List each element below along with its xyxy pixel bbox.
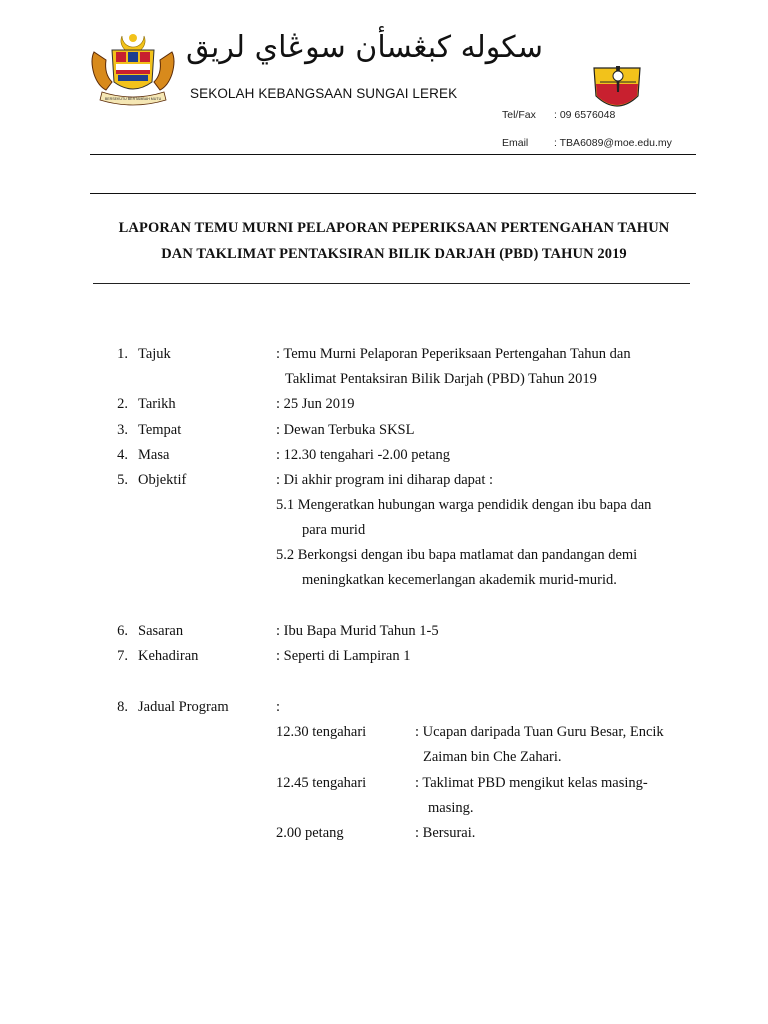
email-value: : TBA6089@moe.edu.my xyxy=(554,137,672,149)
item-value-tajuk: : Temu Murni Pelaporan Peperiksaan Pertengahan Tahun dan xyxy=(276,346,631,362)
schedule-desc: : Bersurai. xyxy=(415,825,476,841)
svg-text:BERSEKUTU BERTAMBAH MUTU: BERSEKUTU BERTAMBAH MUTU xyxy=(104,97,162,101)
schedule-desc: : Taklimat PBD mengikut kelas masing- xyxy=(415,775,648,791)
item-number: 3. xyxy=(117,422,128,438)
schedule-desc-cont: Zaiman bin Che Zahari. xyxy=(423,749,562,765)
item-number: 5. xyxy=(117,472,128,488)
header-divider-bottom xyxy=(90,193,696,194)
item-label-tarikh: Tarikh xyxy=(138,396,176,412)
item-number: 6. xyxy=(117,623,128,639)
report-title-line-2: DAN TAKLIMAT PENTAKSIRAN BILIK DARJAH (PBD) TAHUN 2019 xyxy=(161,246,627,262)
schedule-desc-cont: masing. xyxy=(428,800,474,816)
objective-5-1: 5.1 Mengeratkan hubungan warga pendidik dengan ibu bapa dan xyxy=(276,497,652,513)
coat-of-arms-logo xyxy=(88,30,178,108)
item-value-objektif: : Di akhir program ini diharap dapat : xyxy=(276,472,494,488)
objective-5-2-cont: meningkatkan kecemerlangan akademik murid-murid. xyxy=(302,572,617,588)
school-name-jawi: سکوله کبڠسأن سوڠاي لريق xyxy=(186,30,543,65)
item-label-sasaran: Sasaran xyxy=(138,623,184,639)
item-value-sasaran: : Ibu Bapa Murid Tahun 1-5 xyxy=(276,623,439,639)
item-label-kehadiran: Kehadiran xyxy=(138,648,199,664)
title-underline xyxy=(93,283,690,284)
item-value-tarikh: : 25 Jun 2019 xyxy=(276,396,355,412)
item-number: 1. xyxy=(117,346,128,362)
item-value-masa: : 12.30 tengahari -2.00 petang xyxy=(276,447,450,463)
report-title-line-1: LAPORAN TEMU MURNI PELAPORAN PEPERIKSAAN PERTENGAHAN TAHUN xyxy=(118,220,670,236)
item-label-masa: Masa xyxy=(138,447,170,463)
objective-5-1-cont: para murid xyxy=(302,522,366,538)
item-value-kehadiran: : Seperti di Lampiran 1 xyxy=(276,648,411,664)
item-label-objektif: Objektif xyxy=(138,472,187,488)
item-number: 2. xyxy=(117,396,128,412)
item-value-tempat: : Dewan Terbuka SKSL xyxy=(276,422,415,438)
tel-label: Tel/Fax xyxy=(502,109,536,121)
schedule-time: 12.30 tengahari xyxy=(276,724,367,740)
item-value-jadual: : xyxy=(276,699,281,715)
item-number: 8. xyxy=(117,699,128,715)
email-label: Email xyxy=(502,137,529,149)
item-number: 7. xyxy=(117,648,128,664)
item-value-tajuk-cont: Taklimat Pentaksiran Bilik Darjah (PBD) Tahun 2019 xyxy=(285,371,597,387)
schedule-desc: : Ucapan daripada Tuan Guru Besar, Encik xyxy=(415,724,664,740)
school-name: SEKOLAH KEBANGSAAN SUNGAI LEREK xyxy=(190,86,458,101)
item-number: 4. xyxy=(117,447,128,463)
tel-value: : 09 6576048 xyxy=(554,109,616,121)
schedule-time: 2.00 petang xyxy=(276,825,344,841)
header-divider-top xyxy=(90,154,696,155)
item-label-tempat: Tempat xyxy=(138,422,182,438)
item-label-tajuk: Tajuk xyxy=(138,346,171,362)
objective-5-2: 5.2 Berkongsi dengan ibu bapa matlamat dan pandangan demi xyxy=(276,547,638,563)
item-label-jadual: Jadual Program xyxy=(138,699,229,715)
schedule-time: 12.45 tengahari xyxy=(276,775,367,791)
